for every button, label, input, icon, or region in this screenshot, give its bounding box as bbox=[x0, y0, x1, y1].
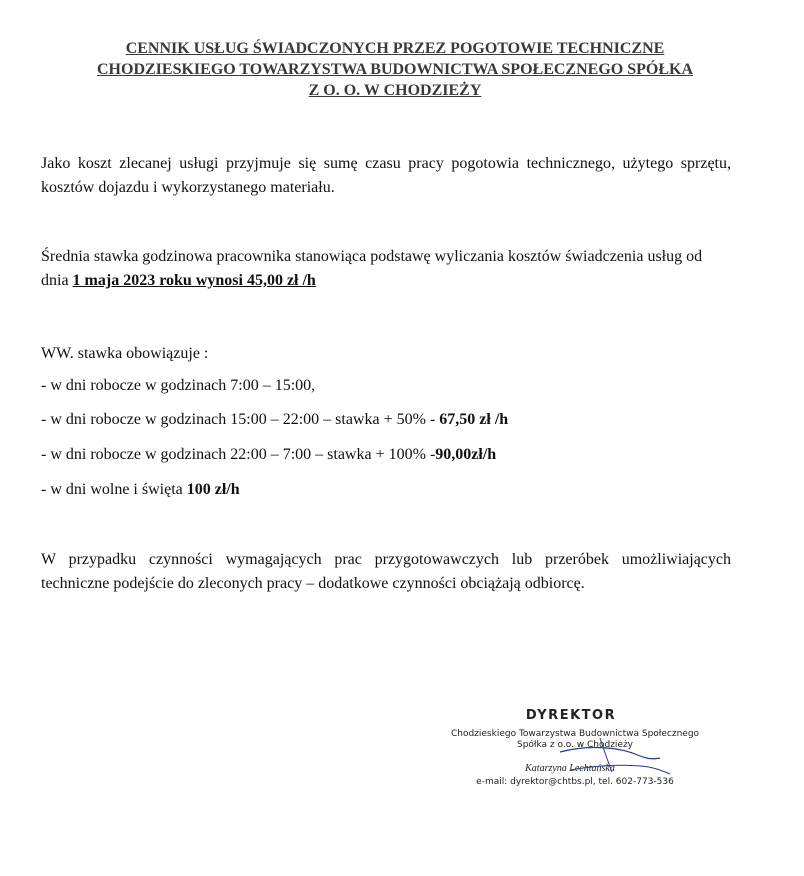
schedule-item bbox=[41, 445, 496, 465]
schedule-item-rate: 67,50 zł /h bbox=[439, 411, 509, 428]
rate-paragraph bbox=[41, 245, 731, 293]
schedule-item bbox=[41, 376, 315, 396]
stamp-organization bbox=[440, 729, 710, 751]
document-title bbox=[30, 38, 760, 101]
schedule-item-text: - w dni wolne i święta bbox=[41, 481, 187, 498]
schedule-item-rate: 90,00zł/h bbox=[435, 446, 497, 463]
title-line-1: CENNIK USŁUG ŚWIADCZONYCH PRZEZ POGOTOWIE TECHNICZNE bbox=[125, 40, 665, 57]
note-paragraph: W przypadku czynności wymagających prac przygotowawczych lub przeróbek umożliwiających techniczne podejście do zleconych pracy – dodatkowe czynności obciążają odbiorcę. bbox=[41, 551, 731, 592]
stamp-title: DYREKTOR bbox=[525, 708, 617, 723]
schedule-item-rate: 100 zł/h bbox=[186, 481, 240, 498]
stamp-org-line-2: Spółka z o.o. w Chodzieży bbox=[516, 740, 634, 750]
stamp-name: Katarzyna Lechtańska bbox=[525, 763, 615, 774]
schedule-heading: WW. stawka obowiązuje : bbox=[41, 345, 209, 362]
schedule-item bbox=[41, 410, 508, 430]
director-stamp bbox=[440, 708, 710, 787]
stamp-org-line-1: Chodzieskiego Towarzystwa Budownictwa Społecznego bbox=[450, 729, 700, 739]
title-line-2: CHODZIESKIEGO TOWARZYSTWA BUDOWNICTWA SPOŁECZNEGO SPÓŁKA bbox=[97, 61, 693, 78]
rate-text: Średnia stawka godzinowa pracownika stanowiąca podstawę wyliczania kosztów świadczenia usług od dnia bbox=[41, 248, 703, 289]
stamp-contact: e-mail: dyrektor@chtbs.pl, tel. 602-773-536 bbox=[476, 777, 674, 787]
rate-highlight: 1 maja 2023 roku wynosi 45,00 zł /h bbox=[72, 272, 316, 289]
schedule-item-text: - w dni robocze w godzinach 15:00 – 22:00 – stawka + 50% - bbox=[41, 411, 440, 428]
intro-paragraph: Jako koszt zlecanej usługi przyjmuje się sumę czasu pracy pogotowia technicznego, użytego sprzętu, kosztów dojazdu i wykorzystanego materiału. bbox=[41, 155, 731, 196]
schedule-item-text: - w dni robocze w godzinach 7:00 – 15:00, bbox=[41, 377, 316, 394]
schedule-item-text: - w dni robocze w godzinach 22:00 – 7:00 – stawka + 100% - bbox=[41, 446, 436, 463]
title-line-3: Z O. O. W CHODZIEŻY bbox=[308, 82, 482, 99]
schedule-item bbox=[41, 480, 240, 500]
